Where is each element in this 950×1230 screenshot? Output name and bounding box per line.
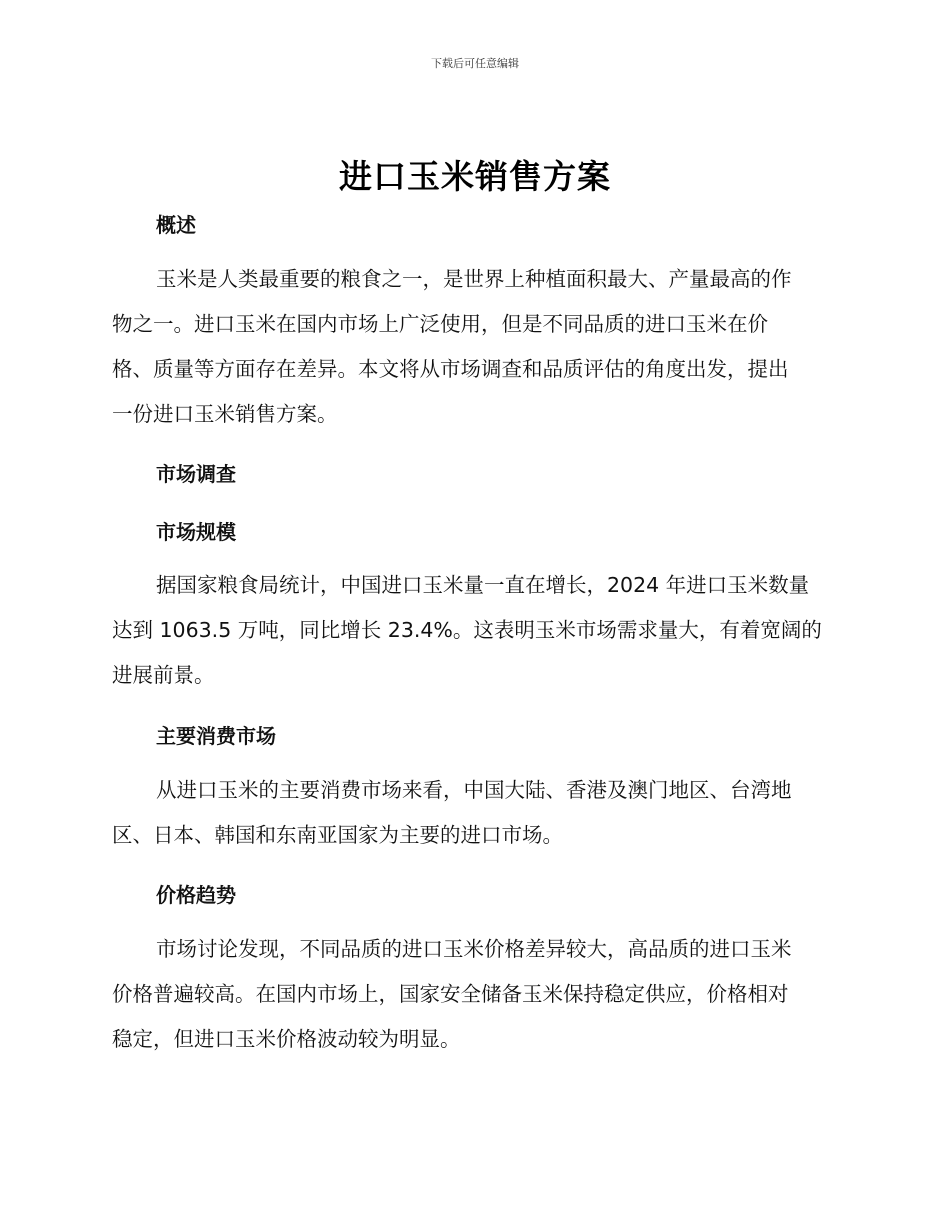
paragraph-line: 市场讨论发现，不同品质的进口玉米价格差异较大，高品质的进口玉米: [156, 937, 792, 961]
header-note: 下载后可任意编辑: [431, 57, 519, 70]
heading-market-survey: 市场调查: [156, 462, 236, 486]
heading-main-markets: 主要消费市场: [156, 724, 276, 748]
paragraph-line: 达到 1063.5 万吨，同比增长 23.4%。这表明玉米市场需求量大，有着宽阔的: [112, 618, 822, 642]
heading-overview: 概述: [156, 213, 196, 237]
paragraph-line: 区、日本、韩国和东南亚国家为主要的进口市场。: [112, 823, 563, 847]
paragraph-market-size: [112, 563, 842, 698]
paragraph-line: 进展前景。: [112, 663, 215, 687]
paragraph-line: 价格普遍较高。在国内市场上，国家安全储备玉米保持稳定供应，价格相对: [112, 982, 789, 1006]
paragraph-price-trend: [112, 927, 842, 1062]
paragraph-line: 物之一。进口玉米在国内市场上广泛使用，但是不同品质的进口玉米在价: [112, 312, 768, 336]
paragraph-line: 据国家粮食局统计，中国进口玉米量一直在增长，2024 年进口玉米数量: [156, 573, 810, 597]
paragraph-overview: [112, 257, 842, 437]
paragraph-line: 从进口玉米的主要消费市场来看，中国大陆、香港及澳门地区、台湾地: [156, 778, 792, 802]
paragraph-line: 稳定，但进口玉米价格波动较为明显。: [112, 1027, 461, 1051]
heading-market-size: 市场规模: [156, 520, 236, 544]
document-title: 进口玉米销售方案: [339, 157, 611, 196]
paragraph-main-markets: [112, 768, 842, 858]
heading-price-trend: 价格趋势: [156, 883, 236, 907]
paragraph-line: 玉米是人类最重要的粮食之一，是世界上种植面积最大、产量最高的作: [156, 267, 792, 291]
paragraph-line: 一份进口玉米销售方案。: [112, 402, 338, 426]
paragraph-line: 格、质量等方面存在差异。本文将从市场调查和品质评估的角度出发，提出: [112, 357, 789, 381]
